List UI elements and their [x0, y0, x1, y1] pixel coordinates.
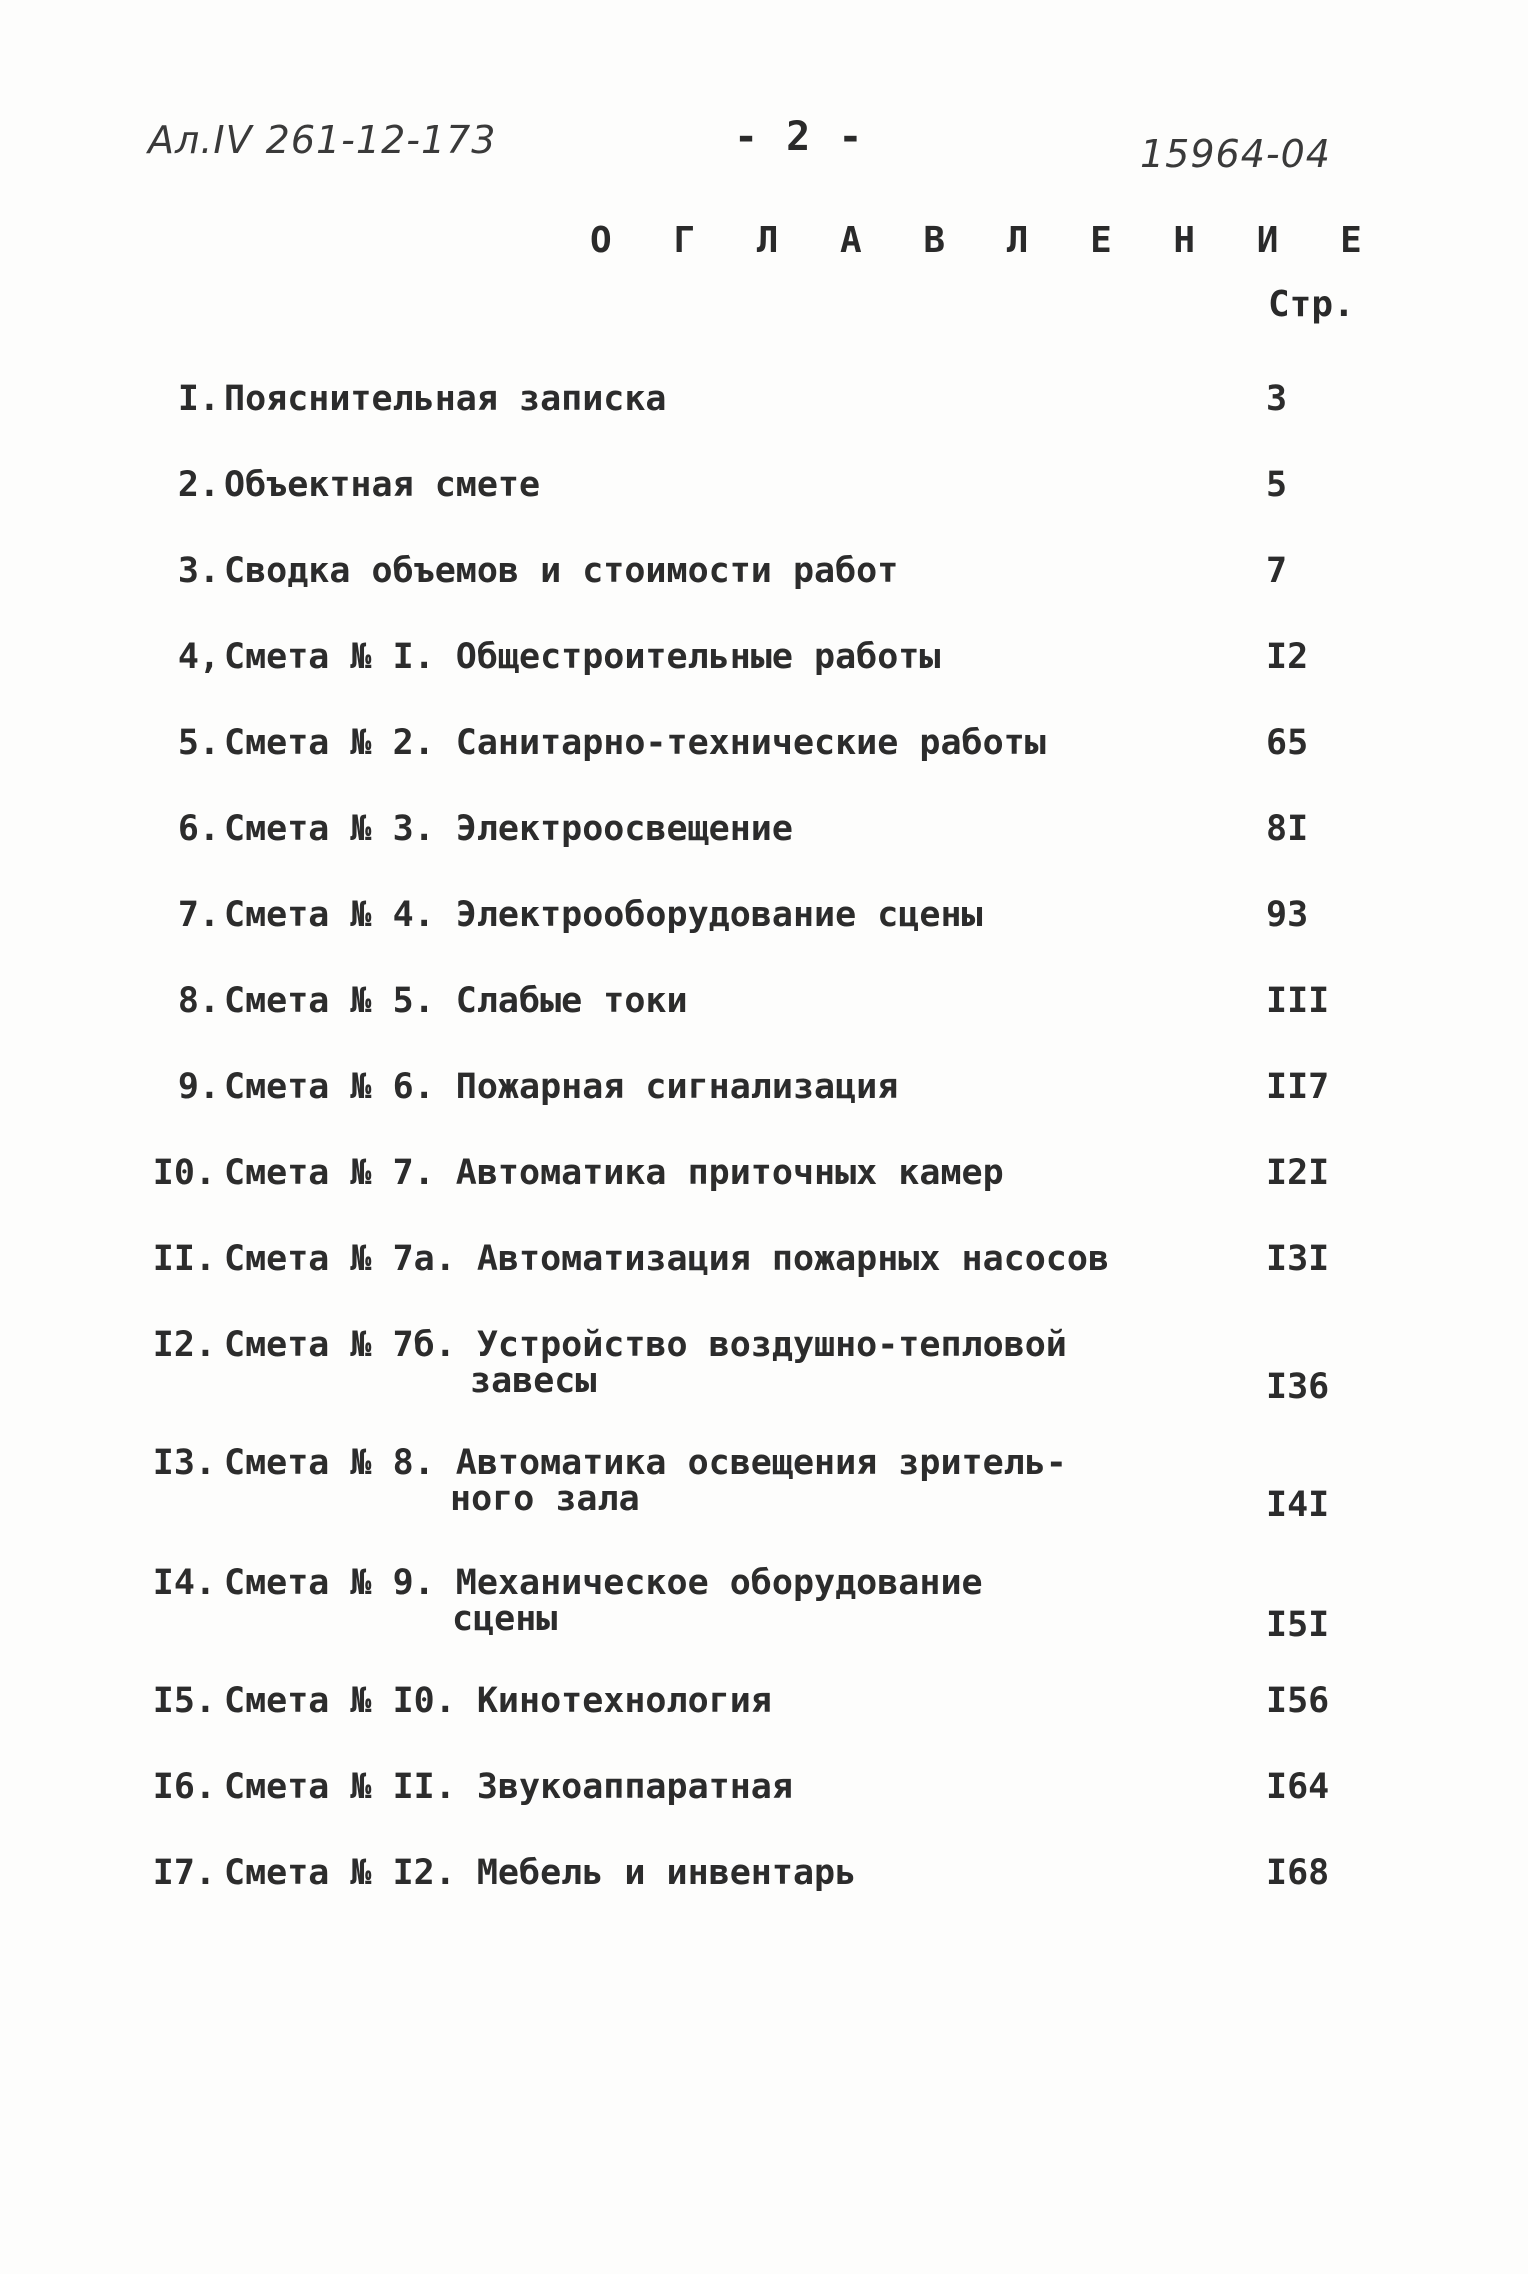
- entry-page: I64: [1266, 1767, 1330, 1807]
- entry-title: Смета № II. Звукоаппаратная: [224, 1767, 793, 1807]
- entry-title: Смета № 5. Слабые токи: [224, 981, 688, 1021]
- entry-title: Смета № 8. Автоматика освещения зритель-: [224, 1443, 1067, 1483]
- entry-title-continuation: ного зала: [450, 1479, 640, 1519]
- archive-code-handwritten: Ал.IV 261-12-173: [148, 118, 497, 162]
- page-number: - 2 -: [734, 114, 865, 160]
- entry-title: Пояснительная записка: [224, 379, 667, 419]
- entry-number: II.: [152, 1239, 216, 1279]
- entry-page: 7: [1266, 551, 1288, 591]
- entry-number: I6.: [152, 1767, 216, 1807]
- entry-title: Смета № I0. Кинотехнология: [224, 1681, 772, 1721]
- entry-page: II7: [1266, 1067, 1330, 1107]
- entry-page: I4I: [1266, 1485, 1330, 1525]
- entry-number: I5.: [152, 1681, 216, 1721]
- entry-number: 5.: [177, 723, 220, 763]
- entry-title: Смета № I2. Мебель и инвентарь: [224, 1853, 857, 1893]
- entry-title: Смета № I. Общестроительные работы: [224, 637, 941, 677]
- entry-page: I36: [1266, 1367, 1330, 1407]
- entry-page: 5: [1266, 465, 1288, 505]
- entry-page: I68: [1266, 1853, 1330, 1893]
- entry-title-continuation: завесы: [470, 1361, 597, 1401]
- entry-page: I5I: [1266, 1605, 1330, 1645]
- entry-number: I2.: [152, 1325, 216, 1365]
- document-code-handwritten: 15964-04: [1140, 132, 1331, 176]
- page-column-heading: Стр.: [1268, 284, 1355, 325]
- entry-number: 3.: [177, 551, 220, 591]
- entry-title: Смета № 2. Санитарно-технические работы: [224, 723, 1046, 763]
- entry-title: Сводка объемов и стоимости работ: [224, 551, 899, 591]
- entry-title: Смета № 4. Электрооборудование сцены: [224, 895, 983, 935]
- entry-title: Смета № 7б. Устройство воздушно-тепловой: [224, 1325, 1067, 1365]
- entry-page: III: [1266, 981, 1330, 1021]
- entry-number: 8.: [177, 981, 220, 1021]
- entry-number: 4,: [177, 637, 220, 677]
- entry-number: 9.: [177, 1067, 220, 1107]
- entry-title: Смета № 6. Пожарная сигнализация: [224, 1067, 899, 1107]
- entry-number: I4.: [152, 1563, 216, 1603]
- page-title: О Г Л А В Л Е Н И Е: [590, 220, 1382, 261]
- entry-title: Объектная смете: [224, 465, 541, 505]
- entry-page: I3I: [1266, 1239, 1330, 1279]
- entry-number: 7.: [177, 895, 220, 935]
- entry-page: 3: [1266, 379, 1288, 419]
- entry-number: I3.: [152, 1443, 216, 1483]
- entry-title: Смета № 7. Автоматика приточных камер: [224, 1153, 1004, 1193]
- entry-title: Смета № 9. Механическое оборудование: [224, 1563, 983, 1603]
- entry-title: Смета № 7а. Автоматизация пожарных насосов: [224, 1239, 1110, 1279]
- entry-page: 65: [1266, 723, 1309, 763]
- entry-page: 8I: [1266, 809, 1309, 849]
- entry-page: I56: [1266, 1681, 1330, 1721]
- entry-title-continuation: сцены: [452, 1599, 558, 1639]
- entry-page: I2I: [1266, 1153, 1330, 1193]
- entry-number: 2.: [177, 465, 220, 505]
- entry-number: I0.: [152, 1153, 216, 1193]
- entry-page: 93: [1266, 895, 1309, 935]
- entry-page: I2: [1266, 637, 1309, 677]
- entry-number: I7.: [152, 1853, 216, 1893]
- entry-title: Смета № 3. Электроосвещение: [224, 809, 793, 849]
- entry-number: 6.: [177, 809, 220, 849]
- entry-number: I.: [177, 379, 220, 419]
